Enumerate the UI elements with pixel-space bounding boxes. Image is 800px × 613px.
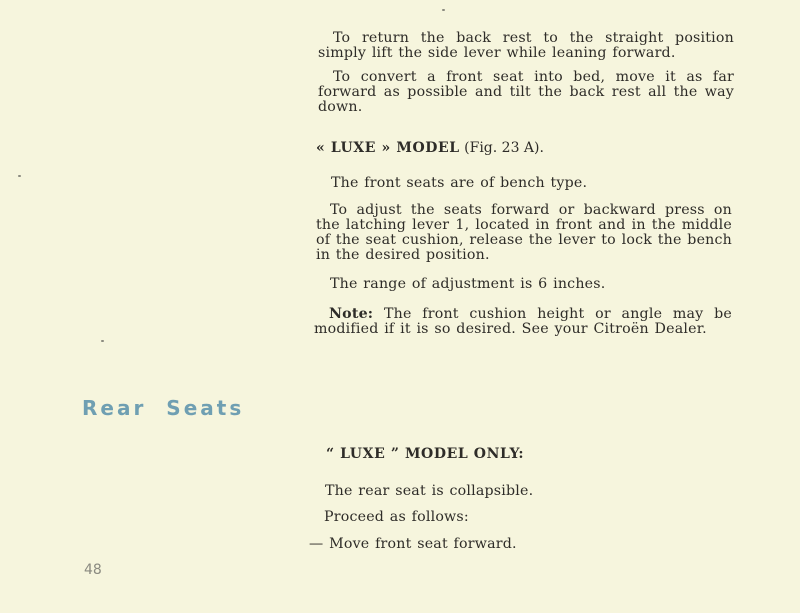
paper-speck <box>442 9 445 11</box>
luxe-model-figure-ref: (Fig. 23 A). <box>459 140 544 156</box>
luxe-model-heading-label: « LUXE » MODEL <box>316 140 460 156</box>
note-text: The front cushion height or angle may be modified if it is so desired. See your Citroën Dealer. <box>314 306 732 337</box>
paragraph-adjust-seats: To adjust the seats forward or backward press on the latching lever 1, located in front and in the middle of the seat cushion, release the lever to lock the bench in the desired position. <box>316 202 732 263</box>
page-number: 48 <box>84 562 102 578</box>
section-title-rear-seats: Rear Seats <box>82 396 245 420</box>
luxe-model-only-heading <box>326 446 524 462</box>
paragraph-rear-seat-collapsible: The rear seat is collapsible. <box>325 483 534 499</box>
paper-speck <box>18 175 21 177</box>
note-label: Note: <box>329 306 374 322</box>
paragraph-note <box>314 307 732 337</box>
paragraph-bench-type: The front seats are of bench type. <box>331 175 588 191</box>
paragraph-proceed: Proceed as follows: <box>324 509 469 525</box>
paragraph-convert-to-bed: To convert a front seat into bed, move it as far forward as possible and tilt the back rest all the way down. <box>318 69 734 115</box>
paragraph-adjustment-range: The range of adjustment is 6 inches. <box>330 276 606 292</box>
paper-speck <box>101 340 104 342</box>
paragraph-move-front-seat: — Move front seat forward. <box>309 536 517 552</box>
paragraph-back-rest-return: To return the back rest to the straight position simply lift the side lever while leaning forward. <box>318 30 734 61</box>
luxe-model-heading <box>316 140 544 156</box>
luxe-model-only-label: “ LUXE ” MODEL ONLY: <box>326 446 525 462</box>
